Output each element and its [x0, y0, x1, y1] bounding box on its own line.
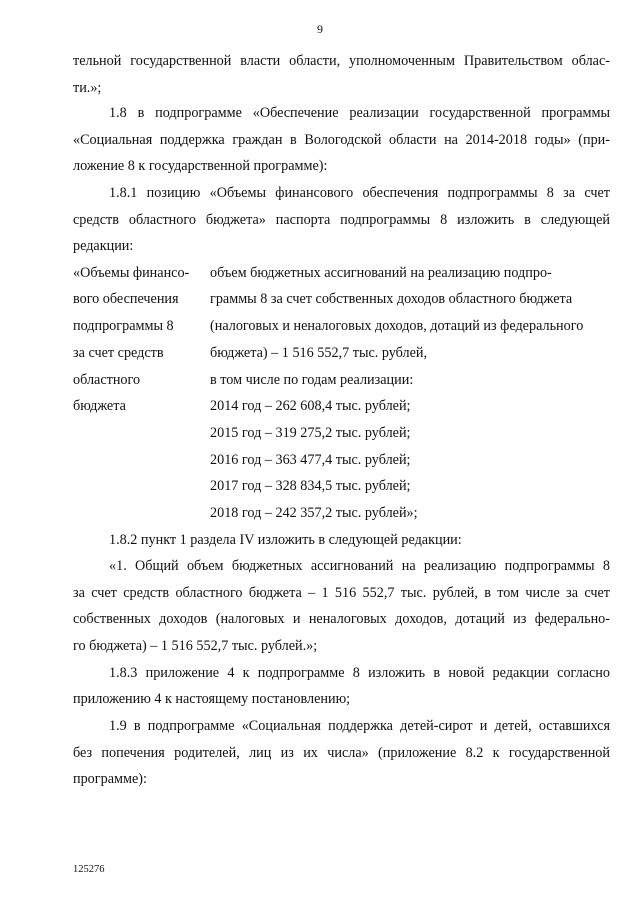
paragraph-line: тельной государственной власти области, уполномоченным Правительством облас- [73, 53, 610, 69]
paragraph-line: за счет средств областного бюджета – 1 516 552,7 тыс. рублей, в том числе за счет [73, 585, 610, 601]
paragraph-line: 1.8.1 позицию «Объемы финансового обеспечения подпрограммы 8 за счет [109, 185, 610, 201]
paragraph-line: собственных доходов (налоговых и неналоговых доходов, дотаций из федерально- [73, 611, 610, 627]
table-right-cell: в том числе по годам реализации: [210, 372, 414, 388]
page-number: 9 [317, 22, 323, 36]
paragraph-line: приложению 4 к настоящему постановлению; [73, 691, 351, 707]
paragraph-line: «Социальная поддержка граждан в Вологодской области на 2014-2018 годы» (при- [73, 132, 610, 148]
table-right-cell: 2017 год – 328 834,5 тыс. рублей; [210, 478, 411, 494]
paragraph-line: ти.»; [73, 80, 102, 96]
table-left-cell: за счет средств [73, 345, 164, 361]
paragraph-line: без попечения родителей, лиц из их числа» (приложение 8.2 к государственной [73, 745, 610, 761]
paragraph-line: 1.8.2 пункт 1 раздела IV изложить в следующей редакции: [109, 532, 462, 548]
paragraph-line: редакции: [73, 238, 134, 254]
table-right-cell: 2018 год – 242 357,2 тыс. рублей»; [210, 505, 418, 521]
paragraph-line: 1.8 в подпрограмме «Обеспечение реализации государственной программы [109, 105, 610, 121]
table-left-cell: вого обеспечения [73, 291, 179, 307]
paragraph-line: 1.8.3 приложение 4 к подпрограмме 8 изложить в новой редакции согласно [109, 665, 610, 681]
paragraph-line: го бюджета) – 1 516 552,7 тыс. рублей.»; [73, 638, 318, 654]
paragraph-line: ложение 8 к государственной программе): [73, 158, 328, 174]
paragraph-line: программе): [73, 771, 147, 787]
table-left-cell: подпрограммы 8 [73, 318, 174, 334]
table-right-cell: объем бюджетных ассигнований на реализацию подпро- [210, 265, 552, 281]
table-right-cell: (налоговых и неналоговых доходов, дотаций из федерального [210, 318, 584, 334]
paragraph-line: «1. Общий объем бюджетных ассигнований на реализацию подпрограммы 8 [109, 558, 610, 574]
table-left-cell: бюджета [73, 398, 126, 414]
table-right-cell: граммы 8 за счет собственных доходов областного бюджета [210, 291, 573, 307]
table-left-cell: «Объемы финансо- [73, 265, 190, 281]
paragraph-line: 1.9 в подпрограмме «Социальная поддержка детей-сирот и детей, оставшихся [109, 718, 610, 734]
document-code: 125276 [73, 864, 105, 875]
table-right-cell: бюджета) – 1 516 552,7 тыс. рублей, [210, 345, 428, 361]
table-left-cell: областного [73, 372, 141, 388]
table-right-cell: 2015 год – 319 275,2 тыс. рублей; [210, 425, 411, 441]
paragraph-line: средств областного бюджета» паспорта подпрограммы 8 изложить в следующей [73, 212, 610, 228]
table-right-cell: 2016 год – 363 477,4 тыс. рублей; [210, 452, 411, 468]
table-right-cell: 2014 год – 262 608,4 тыс. рублей; [210, 398, 411, 414]
